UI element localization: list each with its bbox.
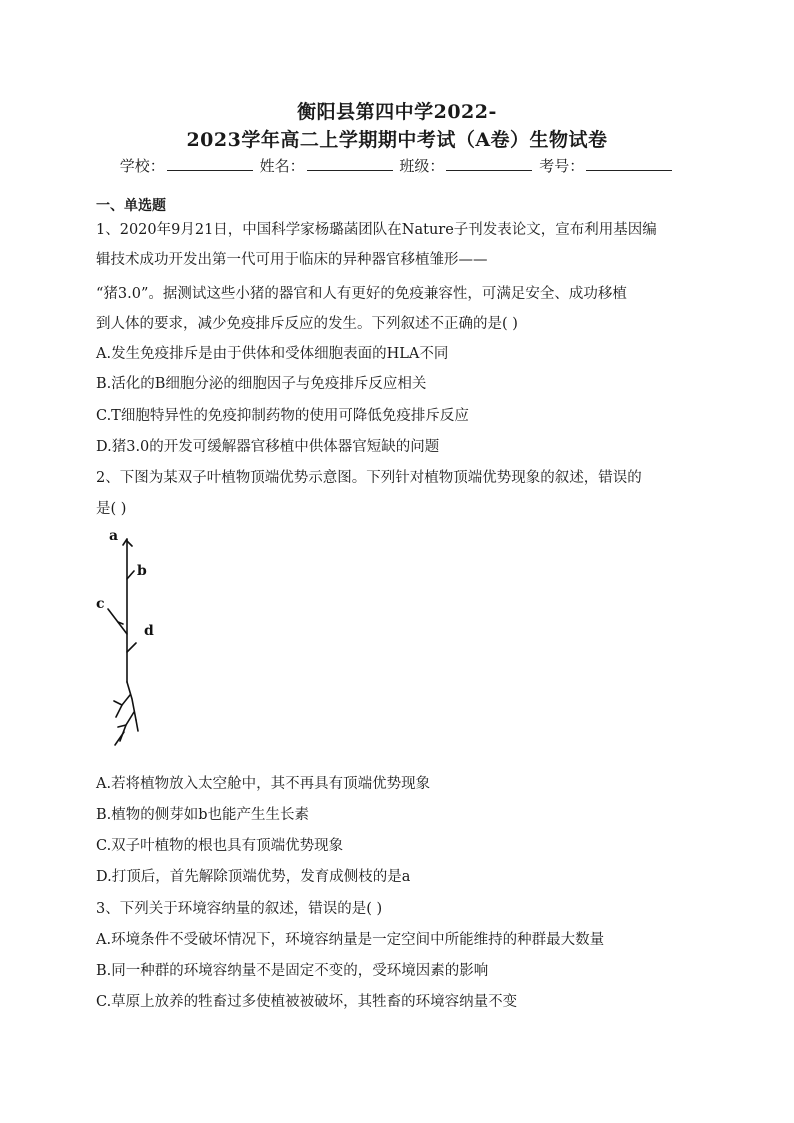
- class-blank[interactable]: [446, 156, 532, 171]
- q3-option-b[interactable]: B.同一种群的环境容纳量不是固定不变的，受环境因素的影响: [96, 963, 489, 979]
- exam-title-line2: 2023学年高二上学期期中考试（A卷）生物试卷: [186, 129, 608, 151]
- q3-option-c[interactable]: C.草原上放养的牲畜过多使植被被破坏，其牲畜的环境容纳量不变: [96, 994, 518, 1010]
- q1-option-c[interactable]: C.T细胞特异性的免疫抑制药物的使用可降低免疫排斥反应: [96, 408, 469, 424]
- plant-apical-dominance-diagram: [96, 527, 156, 763]
- number-label: 考号：: [539, 157, 585, 175]
- lateral-bud-b: [127, 571, 134, 579]
- q3-option-a[interactable]: A.环境条件不受破坏情况下，环境容纳量是一定空间中所能维持的种群最大数量: [96, 932, 605, 948]
- exam-title-line1: 衡阳县第四中学2022-: [297, 101, 497, 123]
- lateral-bud-d: [127, 643, 136, 652]
- class-label: 班级：: [399, 157, 445, 175]
- q2-stem-line: 2、下图为某双子叶植物顶端优势示意图。下列针对植物顶端优势现象的叙述，错误的: [96, 470, 642, 486]
- diagram-label-d: d: [144, 623, 154, 639]
- section-title: 一、单选题: [96, 198, 166, 214]
- q2-stem-line: 是( ): [96, 501, 127, 517]
- diagram-label-c: c: [96, 596, 105, 612]
- q1-option-b[interactable]: B.活化的B细胞分泌的细胞因子与免疫排斥反应相关: [96, 376, 427, 392]
- q1-option-a[interactable]: A.发生免疫排斥是由于供体和受体细胞表面的HLA不同: [96, 346, 449, 362]
- name-label: 姓名：: [259, 157, 305, 175]
- name-blank[interactable]: [307, 156, 393, 171]
- diagram-label-b: b: [137, 563, 147, 579]
- q2-option-d[interactable]: D.打顶后，首先解除顶端优势，发育成侧枝的是a: [96, 869, 411, 885]
- school-label: 学校：: [119, 157, 165, 175]
- q2-option-c[interactable]: C.双子叶植物的根也具有顶端优势现象: [96, 838, 344, 854]
- q2-option-b[interactable]: B.植物的侧芽如b也能产生生长素: [96, 807, 310, 823]
- school-blank[interactable]: [167, 156, 253, 171]
- q3-stem-line: 3、下列关于环境容纳量的叙述，错误的是( ): [96, 901, 383, 917]
- root: [127, 682, 136, 720]
- q1-stem-line: “猪3.0”。据测试这些小猪的器官和人有更好的免疫兼容性，可满足安全、成功移植: [96, 286, 627, 302]
- q1-stem-line: 1、2020年9月21日，中国科学家杨璐菡团队在Nature子刊发表论文，宣布利用基因编: [96, 222, 657, 238]
- q1-option-d[interactable]: D.猪3.0的开发可缓解器官移植中供体器官短缺的问题: [96, 439, 440, 455]
- number-blank[interactable]: [586, 156, 672, 171]
- student-info-row: [0, 155, 794, 176]
- q1-stem-line: 辑技术成功开发出第一代可用于临床的异种器官移植雏形——: [96, 252, 488, 268]
- diagram-label-a: a: [109, 528, 119, 544]
- q2-option-a[interactable]: A.若将植物放入太空舱中，其不再具有顶端优势现象: [96, 776, 431, 792]
- q1-stem-line: 到人体的要求，减少免疫排斥反应的发生。下列叙述不正确的是( ): [96, 316, 518, 332]
